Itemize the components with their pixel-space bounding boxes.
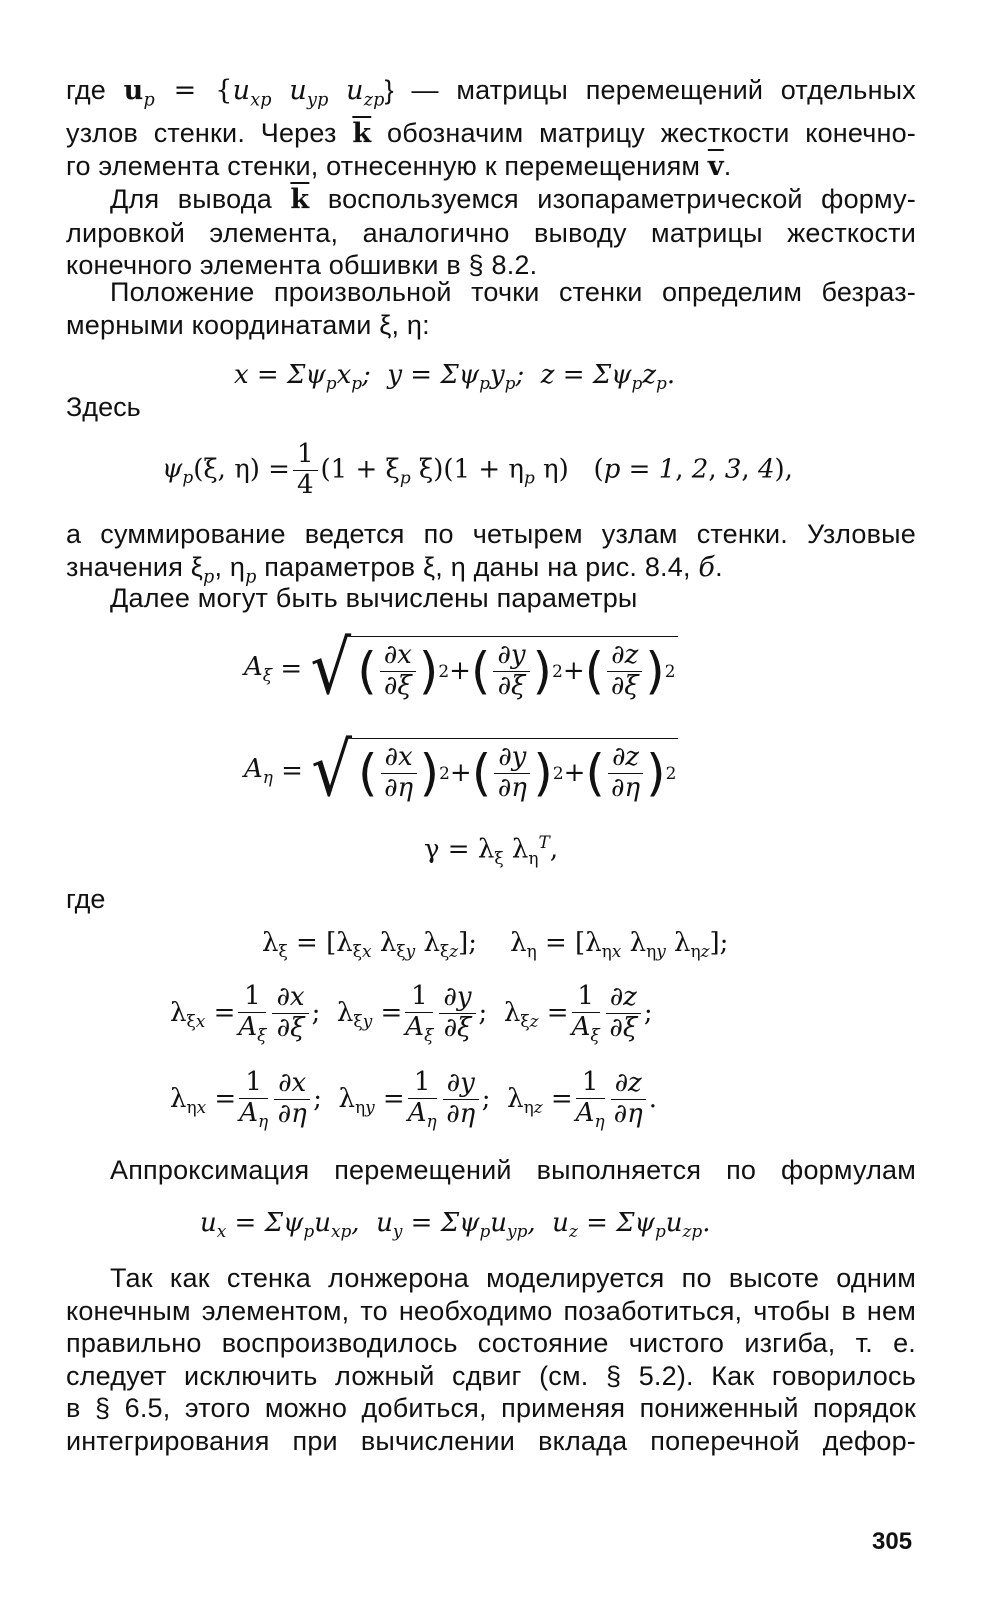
equation-A-xi: $A_\xi$ = √ ( $\frac{\partial x}{\partial\xi}$ ) 2 + ( $\frac{\partial y}{\partial\xi}$ ) 2 + ( $\frac{\partial z}{\partial\xi}$ ) 2 bbox=[244, 626, 676, 712]
subscript: zp bbox=[363, 90, 385, 111]
symbol: u bbox=[346, 75, 364, 106]
text: го элемента стенки, отнесенную к перемещениям bbox=[66, 151, 708, 182]
symbol: u bbox=[289, 75, 307, 106]
paragraph-5-line-1: Далее могут быть вычислены параметры bbox=[110, 583, 638, 613]
paragraph-7-line-4: следует исключить ложный сдвиг (см. § 5.2). Как говорилось bbox=[66, 1360, 916, 1391]
paragraph-1 bbox=[66, 74, 916, 184]
equation-coordinates: $x = \Sigma\psi_px_p$; $y = \Sigma\psi_py_p$; $z = \Sigma\psi_pz_p$. bbox=[234, 360, 676, 394]
paragraph-3-line-1: Положение произвольной точки стенки определим безраз- bbox=[110, 277, 916, 307]
paragraph-4-line-1: а суммирование ведется по четырем узлам стенки. Узловые bbox=[66, 519, 916, 549]
subscript: xp bbox=[250, 90, 272, 111]
paragraph-3-line-2: мерными координатами ξ, η: bbox=[66, 309, 430, 340]
paragraph-2-line-2: лировкой элемента, аналогично выводу матрицы жесткости bbox=[66, 217, 916, 248]
paragraph-7-line-2: конечным элементом, то необходимо позаботиться, чтобы в нем bbox=[66, 1295, 916, 1326]
text: } — матрицы перемещений отдельных bbox=[384, 75, 916, 105]
matrix-symbol: $\overline{k}$ bbox=[352, 117, 372, 149]
paragraph-5 bbox=[66, 582, 916, 615]
paragraph-4-line-2: значения $\xi_p$, $\eta_p$ параметров ξ, η даны на рис. 8.4, б. bbox=[66, 551, 723, 587]
paragraph-2-line-1 bbox=[66, 183, 916, 217]
paragraph-1-line-2 bbox=[66, 117, 916, 151]
paragraph-7-line-6: интегрирования при вычислении вклада поперечной дефор- bbox=[66, 1425, 916, 1456]
label-gde: где bbox=[66, 884, 106, 914]
text: обозначим матрицу жесткости конечно- bbox=[371, 117, 917, 148]
text: воспользуемся изопараметрической форму- bbox=[309, 184, 916, 214]
paragraph-7-line-3: правильно воспроизводилось состояние чистого изгиба, т. е. bbox=[66, 1328, 916, 1358]
symbol: u bbox=[232, 75, 251, 106]
page-number: 305 bbox=[872, 1528, 913, 1555]
equation-shape-function: $\psi_p(\xi$, η) = $\frac{1}{4}$ ($1 + \xi_p$ $\xi)(1 + \eta_p$ η) (p = 1, 2, 3, 4), bbox=[162, 439, 793, 500]
equation-lambda-eta-components: $\lambda_{\eta x}$ = $\frac{1}{A_\eta}$ $\frac{\partial x}{\partial\eta}$ ; $\lambda_{\eta y}$ = $\frac{1}{A_\eta}$ $\frac{\partial y}{\partial\eta}$ ; $\lambda_{\eta z}$ = $\frac{1}{A_\eta}$ $\frac{\partial z}{\partial\eta}$ . bbox=[170, 1067, 657, 1132]
text: , η bbox=[214, 551, 246, 582]
matrix-symbol: u bbox=[123, 75, 144, 106]
paragraph-6 bbox=[66, 1154, 916, 1187]
subscript: yp bbox=[306, 90, 329, 111]
paragraph-7-line-5: в § 6.5, этого можно добиться, применяя пониженный порядок bbox=[66, 1393, 916, 1423]
subscript: p bbox=[143, 90, 155, 111]
equation-lambda-vectors: $\lambda_\xi = [\lambda_{\xi x}$ $\lambda_{\xi y}$ $\lambda_{\xi z}$]; $\lambda_\eta = [\lambda_{\eta x}$ $\lambda_{\eta y}$ $\lambda_{\eta z}$]; bbox=[262, 928, 729, 962]
paragraph-3 bbox=[66, 276, 916, 341]
matrix-symbol: $\overline{v}$ bbox=[707, 151, 724, 183]
paragraph-2 bbox=[66, 183, 916, 282]
paragraph-1-line-1 bbox=[66, 74, 916, 117]
paragraph-2-line-3: конечного элемента обшивки в § 8.2. bbox=[66, 250, 538, 280]
equation-gamma: $\gamma = \lambda_\xi$ $\lambda_\eta^T$, bbox=[424, 832, 559, 868]
matrix-symbol: $\overline{k}$ bbox=[290, 184, 310, 215]
paragraph-1-line-3 bbox=[66, 150, 916, 184]
equation-A-eta: $A_\eta$ = √ ( $\frac{\partial x}{\partial\eta}$ ) 2 + ( $\frac{\partial y}{\partial\eta}$ ) 2 + ( $\frac{\partial z}{\partial\eta}$ ) 2 bbox=[244, 728, 677, 814]
paragraph-7 bbox=[66, 1262, 916, 1457]
text: где bbox=[66, 75, 124, 105]
text: = { bbox=[154, 75, 233, 106]
figure-letter: б bbox=[698, 551, 716, 583]
text: узлов стенки. Через bbox=[66, 117, 353, 148]
label-zdes: Здесь bbox=[66, 392, 141, 422]
equation-displacements: $u_x = \Sigma\psi_pu_{xp}$, $u_y = \Sigma\psi_pu_{yp}$, $u_z = \Sigma\psi_pu_{zp}$. bbox=[200, 1208, 711, 1242]
text: Для вывода bbox=[110, 184, 291, 214]
text: параметров ξ, η даны на рис. 8.4, bbox=[256, 551, 699, 582]
text: значения ξ bbox=[66, 551, 203, 582]
equation-lambda-xi-components: $\lambda_{\xi x}$ = $\frac{1}{A_\xi}$ $\frac{\partial x}{\partial\xi}$ ; $\lambda_{\xi y}$ = $\frac{1}{A_\xi}$ $\frac{\partial y}{\partial\xi}$ ; $\lambda_{\xi z}$ = $\frac{1}{A_\xi}$ $\frac{\partial z}{\partial\xi}$ ; bbox=[170, 981, 653, 1046]
paragraph-7-line-1: Так как стенка лонжерона моделируется по высоте одним bbox=[110, 1263, 916, 1293]
text: . bbox=[723, 151, 732, 182]
paragraph-6-line-1: Аппроксимация перемещений выполняется по формулам bbox=[110, 1155, 916, 1185]
text: . bbox=[715, 551, 723, 582]
